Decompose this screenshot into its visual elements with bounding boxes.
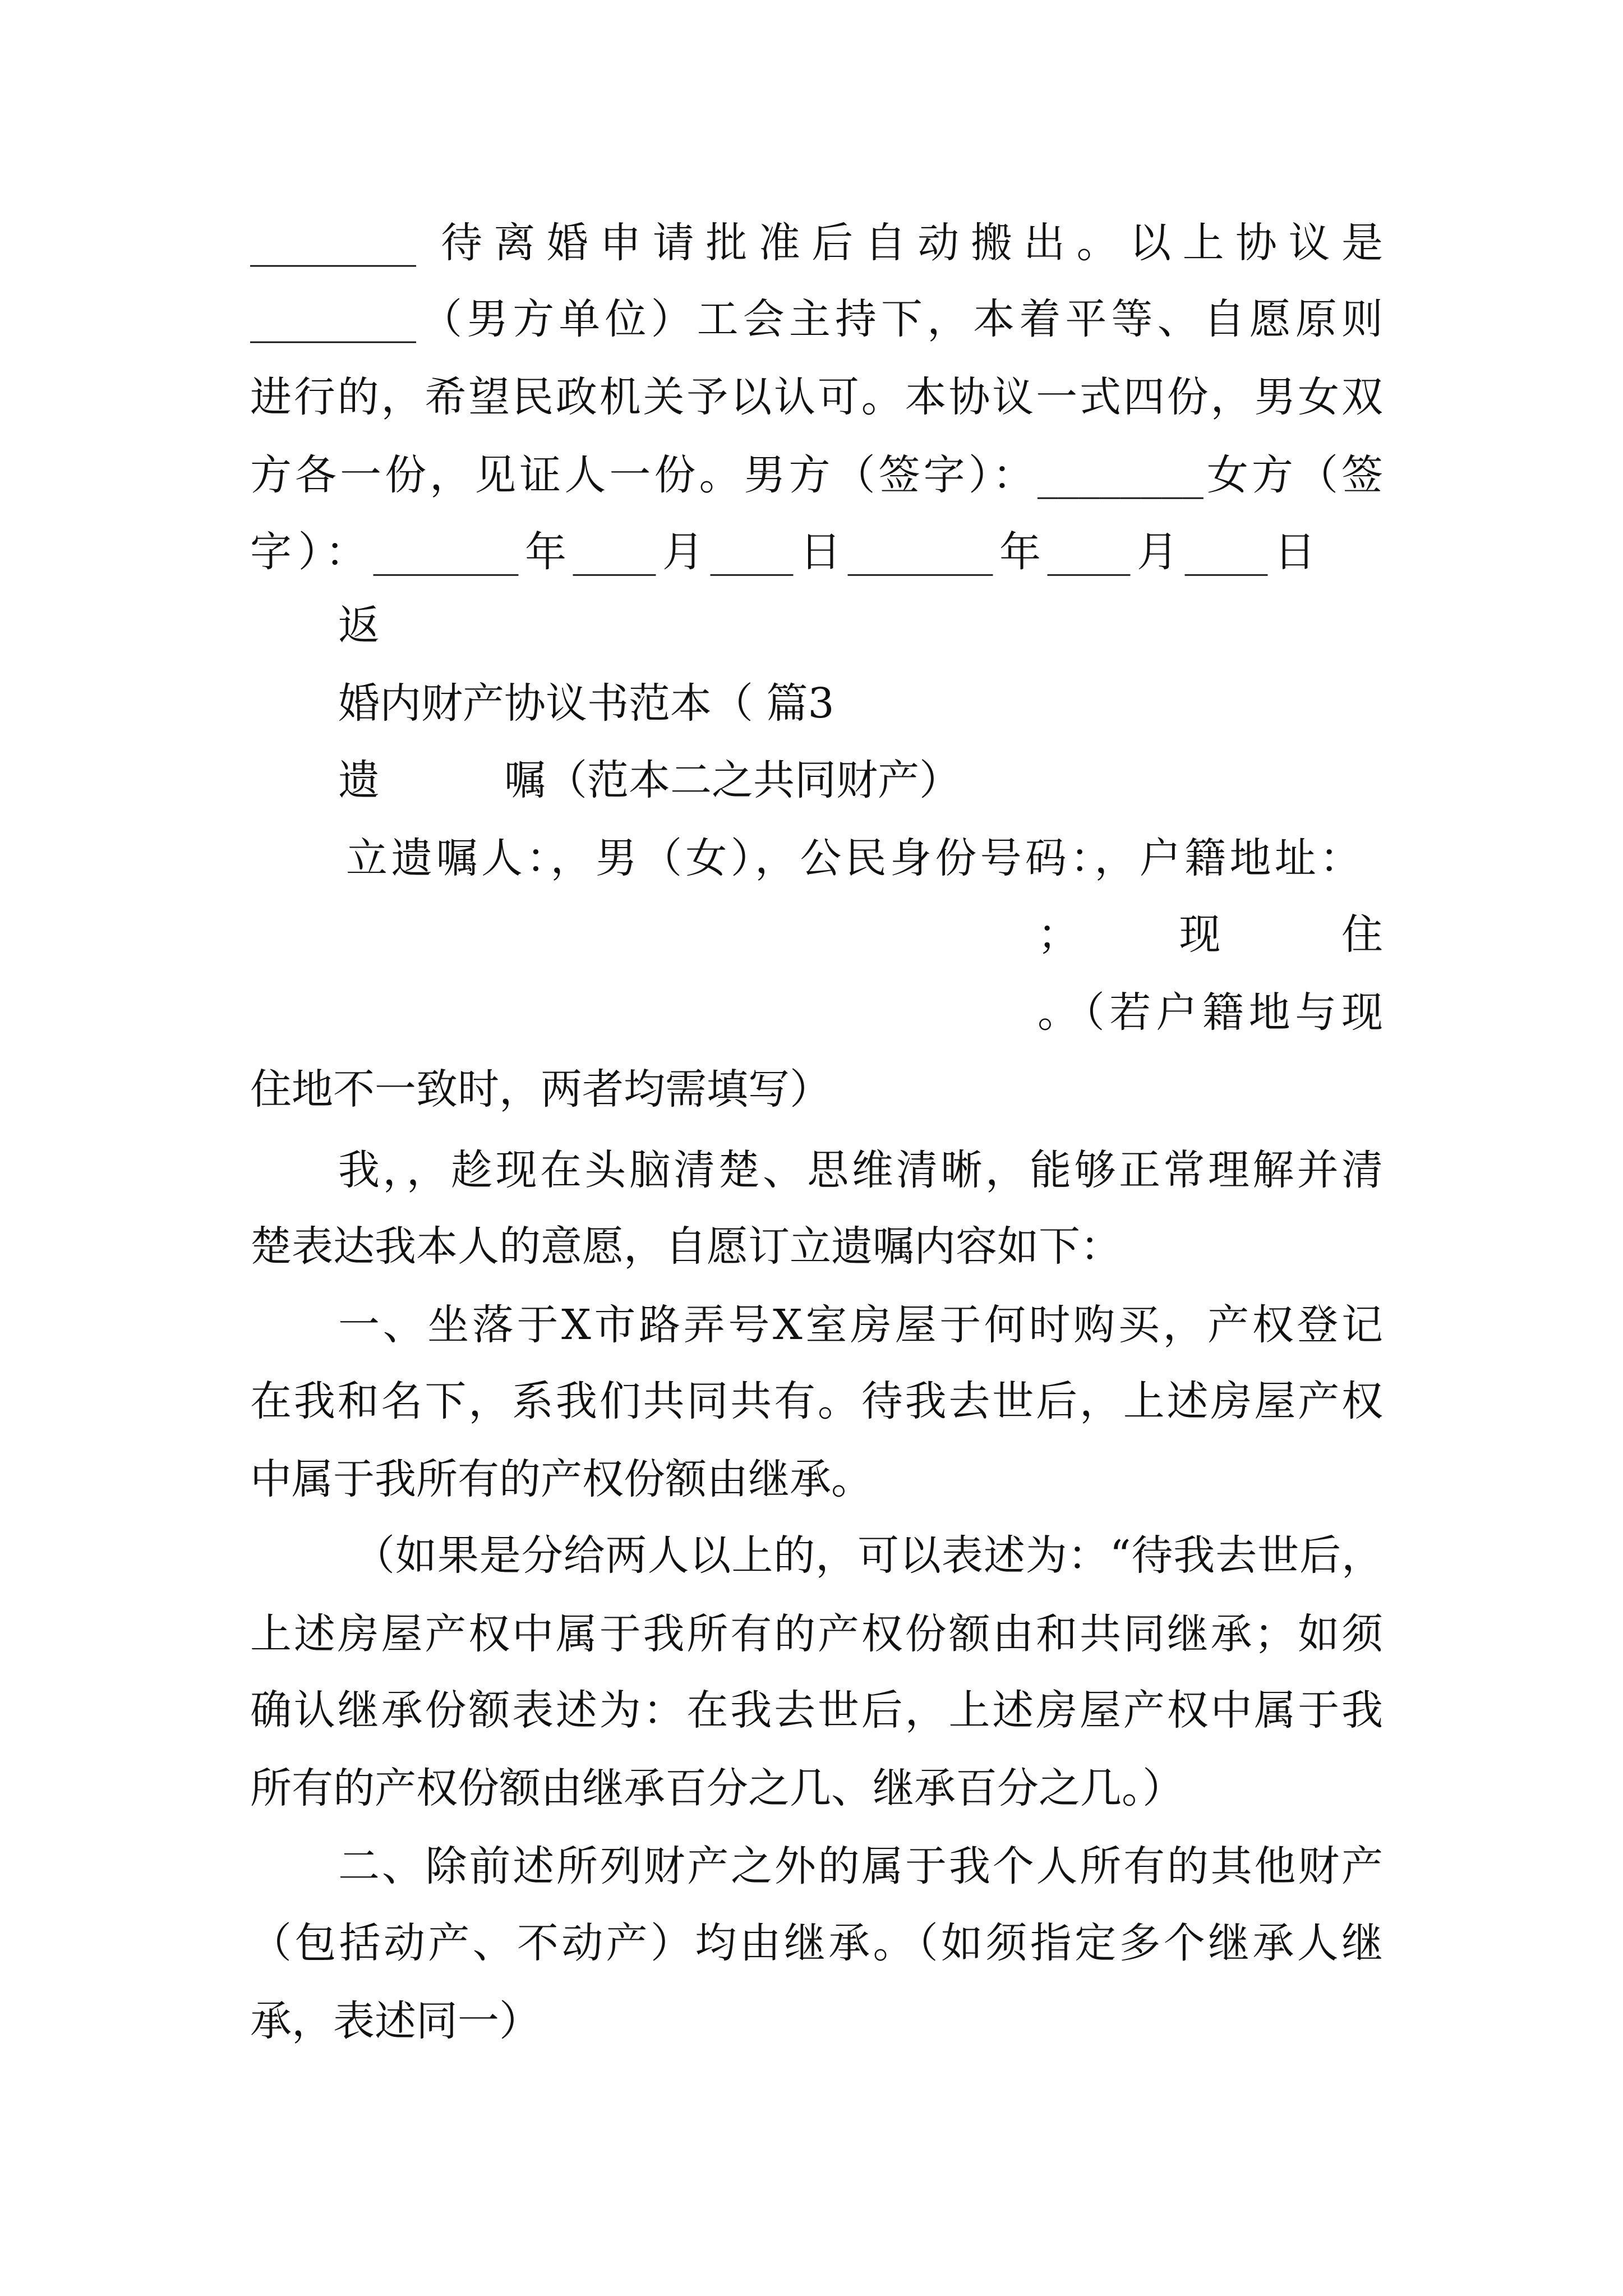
will-text-line: 住地不一致时，两者均需填写） [250, 1065, 831, 1114]
will-note-line: （如果是分给两人以上的，可以表述为：“待我去世后， [353, 1531, 1383, 1580]
will-note-line: 确认继承份额表述为：在我去世后，上述房屋产权中属于我 [250, 1686, 1383, 1734]
will-text-line: 我，，趁现在头脑清楚、思维清晰，能够正常理解并清 [338, 1146, 1383, 1194]
agreement-date-line: 字）：_______年____月____日_______年____月____日 [250, 528, 1316, 576]
agreement-signature-line: 方各一份，见证人一份。男方（签字）：________女方（签 [250, 451, 1383, 499]
will-clause-line: 一、坐落于X市路弄号X室房屋于何时购买，产权登记 [338, 1301, 1383, 1349]
will-note-line: 上述房屋产权中属于我所有的产权份额由和共同继承；如须 [250, 1610, 1383, 1658]
will-clause-line: 在我和名下，系我们共同共有。待我去世后，上述房屋产权 [250, 1377, 1383, 1425]
will-text-line: ； 现 住 [1038, 910, 1383, 959]
agreement-text-line: 进行的，希望民政机关予以认可。本协议一式四份，男女双 [250, 373, 1383, 421]
will-text-line: 楚表达我本人的意愿，自愿订立遗嘱内容如下： [250, 1222, 1122, 1271]
will-clause-line: 承，表述同一） [250, 1997, 541, 2045]
will-note-line: 所有的产权份额由继承百分之几、继承百分之几。） [250, 1764, 1184, 1812]
section-heading: 婚内财产协议书范本（ 篇3 [338, 679, 834, 728]
back-link: 返 [338, 601, 380, 650]
will-clause-line: （包括动产、不动产）均由继承。（如须指定多个继承人继 [250, 1919, 1383, 1967]
will-text-line: 。（若户籍地与现 [1038, 988, 1383, 1037]
agreement-text-line: ________ 待离婚申请批准后自动搬出。以上协议是 [250, 219, 1383, 267]
will-clause-line: 二、除前述所列财产之外的属于我个人所有的其他财产 [338, 1842, 1383, 1890]
will-text-line: 立遗嘱人：，男（女），公民身份号码：，户籍地址： [346, 834, 1361, 882]
will-clause-line: 中属于我所有的产权份额由继承。 [250, 1455, 873, 1503]
will-title: 遗 嘱（范本二之共同财产） [338, 756, 961, 804]
agreement-text-line: ________（男方单位）工会主持下，本着平等、自愿原则 [250, 295, 1383, 343]
